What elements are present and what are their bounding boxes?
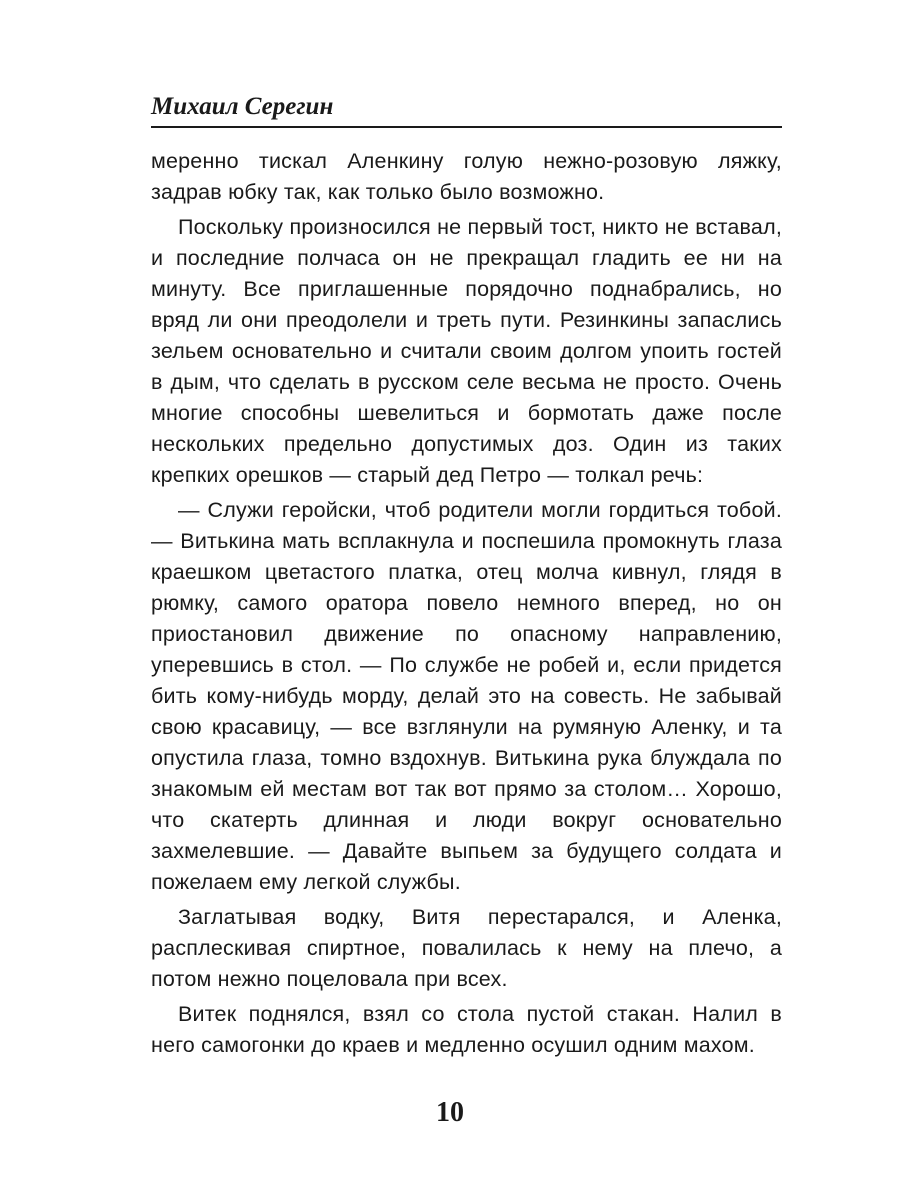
header-rule [151,126,782,128]
paragraph: Заглатывая водку, Витя перестарался, и Аленка, расплескивая спиртное, повалилась к нему на плечо, а потом нежно поцеловала при всех. [151,905,782,991]
body-text [151,146,782,1061]
page-number: 10 [436,1097,464,1128]
paragraph: Витек поднялся, взял со стола пустой стакан. Налил в него самогонки до краев и медленно осушил одним махом. [151,1002,782,1057]
paragraph: меренно тискал Аленкину голую нежно-розовую ляжку, задрав юбку так, как только было возможно. [151,149,782,204]
paragraph: — Служи геройски, чтоб родители могли гордиться тобой. — Витькина мать всплакнула и поспешила промокнуть глаза краешком цветастого платка, отец молча кивнул, глядя в рюмку, самого оратора повело немного вперед, но он приостановил движение по опасному направлению, уперевшись в стол. — По службе не робей и, если придется бить кому-нибудь морду, делай это на совесть. Не забывай свою красавицу, — все взглянули на румяную Аленку, и та опустила глаза, томно вздохнув. Витькина рука блуждала по знакомым ей местам вот так вот прямо за столом… Хорошо, что скатерть длинная и люди вокруг основательно захмелевшие. — Давайте выпьем за будущего солдата и пожелаем ему легкой службы. [151,498,782,894]
paragraph: Поскольку произносился не первый тост, никто не вставал, и последние полчаса он не прекращал гладить ее ни на минуту. Все приглашенные порядочно поднабрались, но вряд ли они преодолели и треть пути. Резинкины запаслись зельем основательно и считали своим долгом упоить гостей в дым, что сделать в русском селе весьма не просто. Очень многие способны шевелиться и бормотать даже после нескольких предельно допустимых доз. Один из таких крепких орешков — старый дед Петро — толкал речь: [151,215,782,487]
running-head-author: Михаил Серегин [151,93,334,120]
